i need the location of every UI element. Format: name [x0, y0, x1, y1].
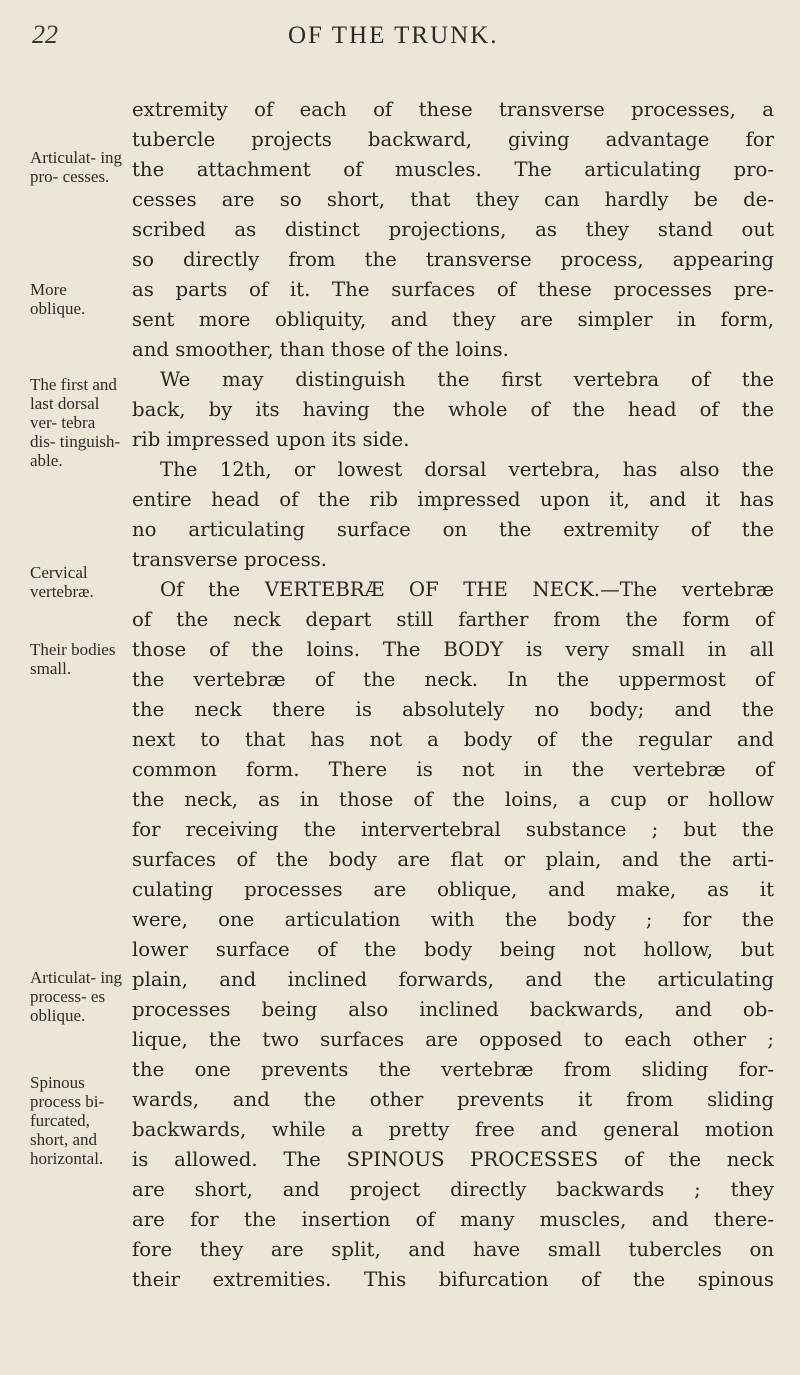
text-line: for receiving the intervertebral substance ; but the: [132, 818, 774, 841]
text-line: their extremities. This bifurcation of the spinous: [132, 1268, 774, 1291]
margin-note: The first and last dorsal ver- tebra dis- tinguish- able.: [30, 375, 121, 470]
text-line: so directly from the transverse process, appearing: [132, 248, 774, 271]
text-line: are for the insertion of many muscles, and there-: [132, 1208, 774, 1231]
text-line: The 12th, or lowest dorsal vertebra, has also the: [160, 458, 774, 481]
text-line: tubercle projects backward, giving advantage for: [132, 128, 774, 151]
margin-note: Articulat- ing pro- cesses.: [30, 148, 123, 186]
running-head: OF THE TRUNK.: [288, 22, 499, 49]
text-line: of the neck depart still farther from the form of: [132, 608, 774, 631]
margin-note: Their bodies small.: [30, 640, 116, 678]
text-line: cesses are so short, that they can hardly be de-: [132, 188, 774, 211]
text-line: wards, and the other prevents it from sliding: [132, 1088, 774, 1111]
text-line: processes being also inclined backwards, and ob-: [132, 998, 774, 1021]
text-line: plain, and inclined forwards, and the articulating: [132, 968, 774, 991]
text-line: lique, the two surfaces are opposed to each other ;: [132, 1028, 774, 1051]
text-line: those of the loins. The BODY is very small in all: [132, 638, 774, 661]
text-line: backwards, while a pretty free and general motion: [132, 1118, 774, 1141]
text-line: common form. There is not in the vertebræ of: [132, 758, 774, 781]
margin-note: More oblique.: [30, 280, 86, 318]
text-line: no articulating surface on the extremity of the: [132, 518, 774, 541]
text-line: transverse process.: [132, 548, 328, 571]
text-line: the vertebræ of the neck. In the uppermost of: [132, 668, 774, 691]
text-line: We may distinguish the first vertebra of the: [160, 368, 774, 391]
margin-note: Articulat- ing process- es oblique.: [30, 968, 123, 1025]
margin-note: Cervical vertebræ.: [30, 563, 94, 601]
text-line: lower surface of the body being not hollow, but: [132, 938, 774, 961]
text-line: were, one articulation with the body ; for the: [132, 908, 774, 931]
text-line: the neck, as in those of the loins, a cup or hollow: [132, 788, 774, 811]
text-line: the one prevents the vertebræ from sliding for-: [132, 1058, 774, 1081]
text-line: sent more obliquity, and they are simpler in form,: [132, 308, 774, 331]
text-line: and smoother, than those of the loins.: [132, 338, 509, 361]
text-line: fore they are split, and have small tubercles on: [132, 1238, 774, 1261]
text-line: back, by its having the whole of the head of the: [132, 398, 774, 421]
text-line: is allowed. The SPINOUS PROCESSES of the neck: [132, 1148, 774, 1171]
text-line: next to that has not a body of the regular and: [132, 728, 774, 751]
text-line: are short, and project directly backwards ; they: [132, 1178, 774, 1201]
text-line: entire head of the rib impressed upon it, and it has: [132, 488, 774, 511]
text-line: rib impressed upon its side.: [132, 428, 410, 451]
text-line: culating processes are oblique, and make, as it: [132, 878, 774, 901]
text-line: surfaces of the body are flat or plain, and the arti-: [132, 848, 774, 871]
text-line: the neck there is absolutely no body; and the: [132, 698, 774, 721]
margin-note: Spinous process bi- furcated, short, and horizontal.: [30, 1073, 105, 1168]
text-line: as parts of it. The surfaces of these processes pre-: [132, 278, 774, 301]
text-line: scribed as distinct projections, as they stand out: [132, 218, 774, 241]
text-line: Of the VERTEBRÆ OF THE NECK.—The vertebræ: [160, 578, 774, 601]
text-line: extremity of each of these transverse processes, a: [132, 98, 774, 121]
page-number: 22: [32, 20, 58, 49]
text-line: the attachment of muscles. The articulating pro-: [132, 158, 774, 181]
